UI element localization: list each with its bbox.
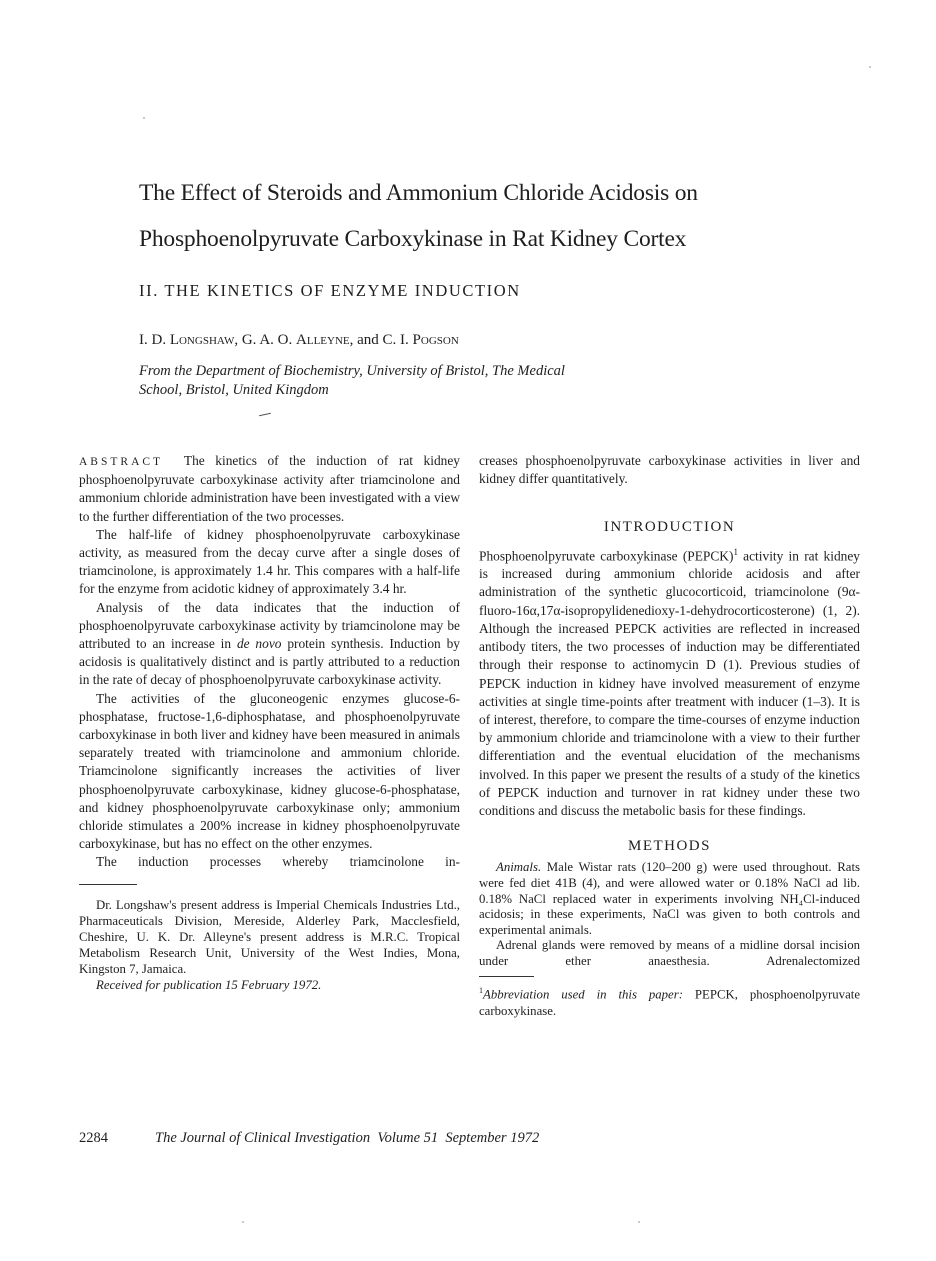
footnote-addresses: Dr. Longshaw's present address is Imperial Chemicals Industries Ltd., Pharmaceuticals Division, Mereside, Alderley Park, Macclesfield, Cheshire, U. K. Dr. Alleyne's present address is M.R.C. Tropical Metabolism Research Unit, University of the West Indies, Mona, Kingston 7, Jamaica.: [79, 897, 460, 976]
abstract-paragraph-3: [79, 599, 460, 690]
subtitle: II. THE KINETICS OF ENZYME INDUCTION: [139, 281, 521, 300]
author-3-initials: , and C. I.: [349, 332, 413, 348]
footnote-ref: 1: [733, 546, 738, 557]
received-date: Received for publication 15 February 1972.: [96, 977, 322, 992]
methods-animals-paragraph: Animals. Male Wistar rats (120–200 g) were used throughout. Rats were fed diet 41B (4), and were allowed water or 0.18% NaCl ad lib. 0.18% NaCl replaced water in experiments involving NH₄Cl-induced acidosis; in these experiments, NaCl was given to both controls and experimental animals.: [479, 860, 860, 937]
author-1-surname: Longshaw: [169, 332, 235, 348]
abstract-paragraph-5-start: The induction processes whereby triamcinolone in-: [96, 854, 460, 870]
journal-citation: The Journal of Clinical Investigation Volume 51 September 1972: [155, 1130, 540, 1146]
author-2-initials: , G. A. O.: [234, 332, 297, 348]
scan-speck: [869, 66, 871, 68]
authors: [139, 332, 459, 349]
author-3-surname: Pogson: [412, 332, 459, 348]
abstract-p1-text: The kinetics of the induction of rat kidney phosphoenolpyruvate carboxykinase activity after triamcinolone and ammonium chloride administration have been investigated with a view to the further differentiation of the two processes.: [79, 453, 460, 524]
introduction-heading: INTRODUCTION: [603, 519, 736, 536]
right-column: [479, 452, 860, 1019]
affiliation-line-2: School, Bristol, United Kingdom: [139, 382, 329, 398]
abstract-p3-italic: de novo: [236, 636, 282, 652]
ornament-mark: [259, 413, 271, 416]
introduction-paragraph: Phosphoenolpyruvate carboxykinase (PEPCK)$^1$ activity in rat kidney is increased during ammonium chloride acidosis and after administration of the synthetic glucocorticoid, triamcinolone (9α-fluoro-16α,17α-isopropylidenedioxy-1-dehydrocorticosterone) (1, 2). Although the increased PEPCK activities are reflected in increased antibody titers, the two processes of induction may be differentiated through their response to actinomycin D (1). Previous studies of PEPCK induction in kidney have involved measurement of enzyme activities at single time-points after treatment with inducer (1–3). It is of interest, therefore, to compare the time-courses of enzyme induction by ammonium chloride and triamcinolone with a view to their further differentiation and the eventual elucidation of the mechanisms involved. In this paper we present the results of a study of the kinetics of PEPCK induction and turnover in rat kidney under these two conditions and discuss the metabolic basis for these findings.: [479, 546, 860, 818]
abstract-p3-a: Analysis of the data indicates that the induction of phosphoenolpyruvate carboxykinase activity by triamcinolone may be attributed to an increase in: [79, 599, 460, 652]
abstract-label: ABSTRACT: [79, 456, 164, 468]
left-column: [79, 452, 460, 993]
animals-label: Animals.: [496, 860, 542, 875]
scan-speck: [143, 117, 145, 119]
methods-adrenal-paragraph: Adrenal glands were removed by means of a midline dorsal incision under ether anaesthesia. Adrenalectomized: [479, 938, 860, 968]
abstract-paragraph-2: The half-life of kidney phosphoenolpyruvate carboxykinase activity, as measured from the decay curve after a single doses of triamcinolone, is approximately 1.4 hr. This compares with a half-life for the enzyme from acidotic kidney of approximately 3.4 hr.: [79, 526, 460, 597]
abstract-paragraph-1: [79, 452, 460, 526]
abstract-p3-b: protein synthesis. Induction by acidosis is qualitatively distinct and is partly attributed to a reduction in the rate of decay of phosphoenolpyruvate carboxykinase activity.: [79, 636, 460, 688]
footnote-rule: [79, 884, 137, 885]
title-line-2: Phosphoenolpyruvate Carboxykinase in Rat Kidney Cortex: [139, 226, 687, 252]
affiliation: [139, 362, 565, 400]
abstract-paragraph-4: The activities of the gluconeogenic enzymes glucose-6-phosphatase, fructose-1,6-diphosphatase, and phosphoenolpyruvate carboxykinase in both liver and kidney have been measured in animals separately treated with triamcinolone and ammonium chloride. Triamcinolone significantly increases the activities of liver phosphoenolpyruvate carboxykinase, kidney glucose-6-phosphatase, and kidney phosphoenolpyruvate carboxykinase only; ammonium chloride stimulates a 200% increase in kidney phosphoenolpyruvate carboxykinase, but has no effect on the other enzymes.: [79, 690, 460, 852]
methods-heading: METHODS: [627, 838, 711, 855]
scan-speck: [242, 1221, 244, 1223]
scan-speck: [638, 1221, 640, 1223]
author-2-surname: Alleyne: [296, 332, 350, 348]
affiliation-line-1: From the Department of Biochemistry, University of Bristol, The Medical: [139, 363, 565, 379]
author-1-initials: I. D.: [139, 332, 170, 348]
footnote-abbreviation: $^1$Abbreviation used in this paper: PEPCK, phosphoenolpyruvate carboxykinase.: [479, 986, 860, 1018]
title-line-1: The Effect of Steroids and Ammonium Chloride Acidosis on: [139, 180, 698, 206]
footnote-right-rule: [479, 976, 534, 977]
page-number: 2284: [79, 1130, 108, 1146]
abstract-paragraph-5-end: creases phosphoenolpyruvate carboxykinase activities in liver and kidney differ quantitatively.: [479, 453, 860, 487]
